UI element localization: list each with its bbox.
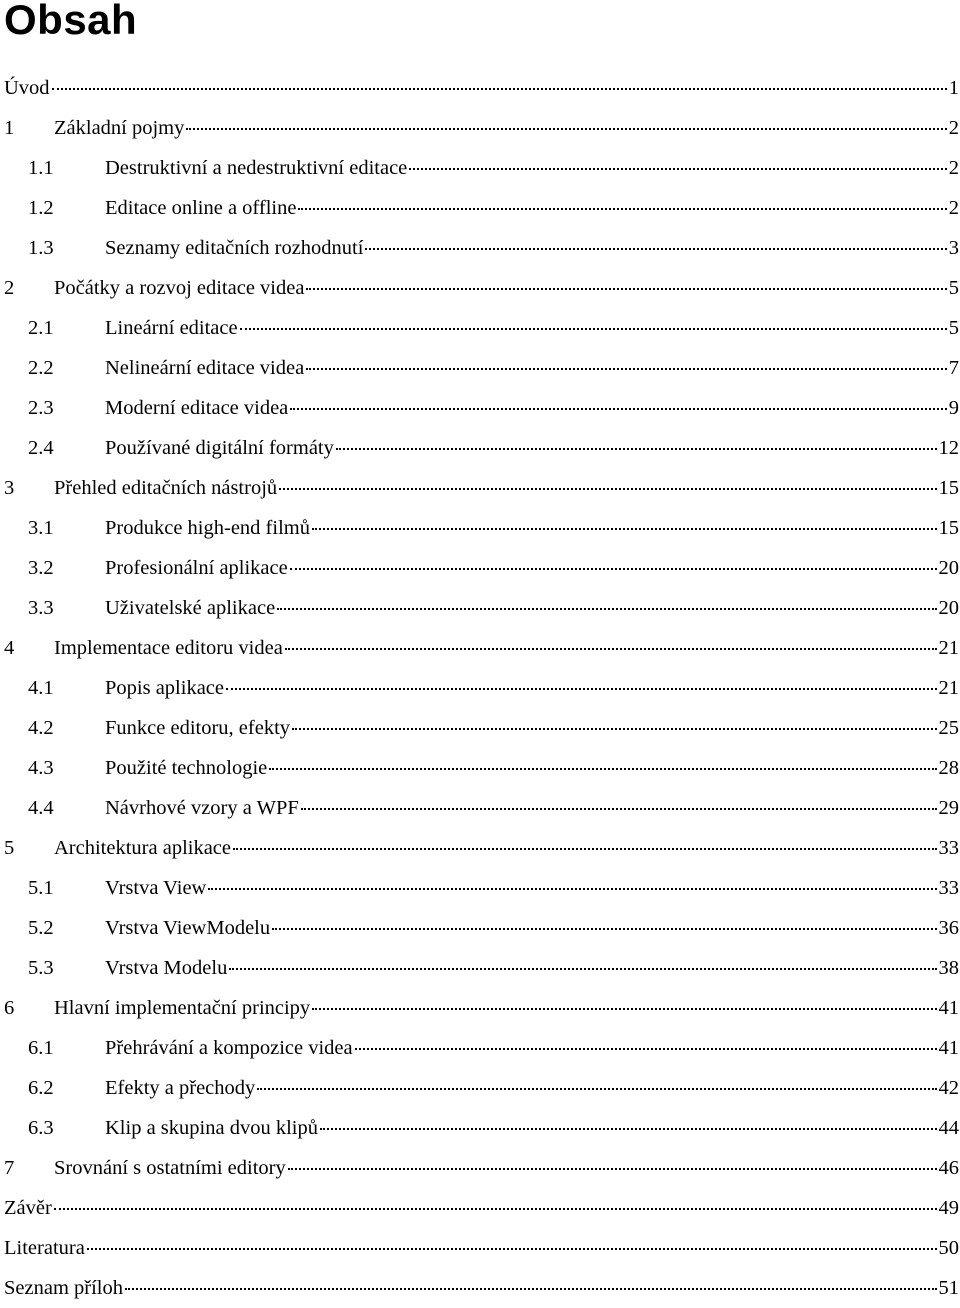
toc-dot-leader bbox=[226, 687, 937, 690]
toc-entry-label: Nelineární editace videa bbox=[105, 357, 305, 379]
toc-dot-leader bbox=[298, 207, 946, 210]
toc-dot-leader bbox=[52, 87, 947, 90]
toc-entry-page: 2 bbox=[948, 157, 959, 179]
toc-dot-leader bbox=[285, 647, 937, 650]
toc-entry-label: Vrstva ViewModelu bbox=[105, 917, 271, 939]
toc-entry-number: 3.1 bbox=[28, 517, 54, 539]
toc-entry-label: Základní pojmy bbox=[54, 117, 185, 139]
toc-entry-number: 6.1 bbox=[28, 1037, 54, 1059]
toc-entry-page: 20 bbox=[938, 597, 959, 619]
toc-entry-2-3[interactable] bbox=[4, 388, 959, 428]
toc-dot-leader bbox=[125, 1287, 937, 1290]
toc-entry-7[interactable] bbox=[4, 1148, 959, 1188]
toc-dot-leader bbox=[306, 287, 946, 290]
toc-dot-leader bbox=[312, 527, 937, 530]
toc-entry-4-2[interactable] bbox=[4, 708, 959, 748]
toc-entry-page: 15 bbox=[938, 517, 959, 539]
toc-entry-unnumbered[interactable] bbox=[4, 1228, 959, 1268]
toc-entry-1-3[interactable] bbox=[4, 228, 959, 268]
toc-entry-4-4[interactable] bbox=[4, 788, 959, 828]
toc-entry-page: 41 bbox=[938, 997, 959, 1019]
toc-entry-label: Funkce editoru, efekty bbox=[105, 717, 291, 739]
toc-entry-3-1[interactable] bbox=[4, 508, 959, 548]
toc-entry-page: 38 bbox=[938, 957, 959, 979]
toc-entry-page: 44 bbox=[938, 1117, 959, 1139]
toc-entry-number: 3.2 bbox=[28, 557, 54, 579]
toc-entry-page: 3 bbox=[948, 237, 959, 259]
toc-entry-1-1[interactable] bbox=[4, 148, 959, 188]
toc-dot-leader bbox=[365, 247, 946, 250]
toc-dot-leader bbox=[292, 727, 936, 730]
toc-entry-page: 2 bbox=[948, 117, 959, 139]
toc-entry-2-1[interactable] bbox=[4, 308, 959, 348]
toc-entry-label: Vrstva View bbox=[105, 877, 207, 899]
toc-entry-label: Editace online a offline bbox=[105, 197, 297, 219]
toc-entry-6-3[interactable] bbox=[4, 1108, 959, 1148]
toc-entry-5-2[interactable] bbox=[4, 908, 959, 948]
toc-entry-page: 5 bbox=[948, 317, 959, 339]
page-title: Obsah bbox=[4, 0, 138, 43]
toc-entry-label: Klip a skupina dvou klipů bbox=[105, 1117, 318, 1139]
toc-entry-page: 42 bbox=[938, 1077, 959, 1099]
toc-dot-leader bbox=[288, 1167, 937, 1170]
toc-entry-page: 29 bbox=[938, 797, 959, 819]
toc-entry-number: 4.2 bbox=[28, 717, 54, 739]
toc-entry-label: Produkce high-end filmů bbox=[105, 517, 310, 539]
toc-entry-label: Literatura bbox=[4, 1237, 85, 1259]
toc-entry-page: 49 bbox=[938, 1197, 959, 1219]
toc-entry-number: 2.4 bbox=[28, 437, 54, 459]
toc-dot-leader bbox=[240, 327, 947, 330]
toc-entry-4-3[interactable] bbox=[4, 748, 959, 788]
toc-entry-3-2[interactable] bbox=[4, 548, 959, 588]
toc-entry-number: 2 bbox=[4, 277, 15, 299]
toc-entry-page: 51 bbox=[938, 1277, 959, 1299]
toc-entry-5-3[interactable] bbox=[4, 948, 959, 988]
toc-entry-page: 28 bbox=[938, 757, 959, 779]
toc-dot-leader bbox=[233, 847, 936, 850]
toc-entry-label: Lineární editace bbox=[105, 317, 238, 339]
toc-entry-label: Použité technologie bbox=[105, 757, 268, 779]
toc-entry-page: 20 bbox=[938, 557, 959, 579]
toc-entry-page: 5 bbox=[948, 277, 959, 299]
toc-dot-leader bbox=[290, 407, 946, 410]
toc-dot-leader bbox=[336, 447, 937, 450]
toc-entry-4[interactable] bbox=[4, 628, 959, 668]
toc-entry-number: 1.2 bbox=[28, 197, 54, 219]
toc-entry-page: 50 bbox=[938, 1237, 959, 1259]
toc-entry-unnumbered[interactable] bbox=[4, 1188, 959, 1228]
toc-entry-number: 7 bbox=[4, 1157, 15, 1179]
toc-entry-3-3[interactable] bbox=[4, 588, 959, 628]
toc-entry-number: 6.3 bbox=[28, 1117, 54, 1139]
toc-dot-leader bbox=[290, 567, 937, 570]
toc-entry-1-2[interactable] bbox=[4, 188, 959, 228]
toc-dot-leader bbox=[269, 767, 936, 770]
toc-dot-leader bbox=[306, 367, 947, 370]
toc-entry-page: 9 bbox=[948, 397, 959, 419]
toc-dot-leader bbox=[277, 607, 936, 610]
toc-dot-leader bbox=[208, 887, 936, 890]
toc-entry-label: Srovnání s ostatními editory bbox=[54, 1157, 286, 1179]
toc-entry-number: 2.1 bbox=[28, 317, 54, 339]
toc-entry-label: Počátky a rozvoj editace videa bbox=[54, 277, 305, 299]
toc-dot-leader bbox=[87, 1247, 937, 1250]
toc-entry-page: 46 bbox=[938, 1157, 959, 1179]
toc-entry-number: 1.3 bbox=[28, 237, 54, 259]
toc-entry-page: 25 bbox=[938, 717, 959, 739]
toc-entry-number: 6 bbox=[4, 997, 15, 1019]
toc-entry-label: Seznamy editačních rozhodnutí bbox=[105, 237, 364, 259]
toc-entry-6-2[interactable] bbox=[4, 1068, 959, 1108]
toc-entry-label: Hlavní implementační principy bbox=[54, 997, 311, 1019]
toc-entry-page: 33 bbox=[938, 837, 959, 859]
toc-entry-unnumbered[interactable] bbox=[4, 68, 959, 108]
toc-entry-2-4[interactable] bbox=[4, 428, 959, 468]
toc-entry-page: 41 bbox=[938, 1037, 959, 1059]
toc-dot-leader bbox=[355, 1047, 937, 1050]
toc-dot-leader bbox=[54, 1207, 937, 1210]
toc-entry-page: 21 bbox=[938, 637, 959, 659]
toc-dot-leader bbox=[301, 807, 937, 810]
toc-dot-leader bbox=[409, 167, 946, 170]
toc-dot-leader bbox=[279, 487, 936, 490]
toc-entry-label: Návrhové vzory a WPF bbox=[105, 797, 299, 819]
toc-dot-leader bbox=[186, 127, 946, 130]
toc-dot-leader bbox=[229, 967, 936, 970]
toc-entry-number: 4.4 bbox=[28, 797, 54, 819]
toc-entry-label: Implementace editoru videa bbox=[54, 637, 283, 659]
toc-entry-2[interactable] bbox=[4, 268, 959, 308]
toc-entry-number: 1 bbox=[4, 117, 15, 139]
toc-entry-3[interactable] bbox=[4, 468, 959, 508]
toc-entry-number: 2.2 bbox=[28, 357, 54, 379]
toc-entry-number: 4.1 bbox=[28, 677, 54, 699]
toc-entry-number: 6.2 bbox=[28, 1077, 54, 1099]
toc-entry-unnumbered[interactable] bbox=[4, 1268, 959, 1308]
toc-entry-page: 33 bbox=[938, 877, 959, 899]
toc-entry-label: Profesionální aplikace bbox=[105, 557, 288, 579]
toc-entry-label: Uživatelské aplikace bbox=[105, 597, 276, 619]
toc-entry-label: Závěr bbox=[4, 1197, 52, 1219]
toc-entry-label: Úvod bbox=[4, 77, 50, 99]
toc-entry-label: Přehled editačních nástrojů bbox=[54, 477, 278, 499]
toc-entry-label: Používané digitální formáty bbox=[105, 437, 334, 459]
toc-entry-label: Seznam příloh bbox=[4, 1277, 123, 1299]
toc-entry-page: 15 bbox=[938, 477, 959, 499]
toc-entry-page: 36 bbox=[938, 917, 959, 939]
toc-entry-number: 5.1 bbox=[28, 877, 54, 899]
toc-entry-label: Moderní editace videa bbox=[105, 397, 289, 419]
toc-entry-number: 4.3 bbox=[28, 757, 54, 779]
toc-entry-label: Architektura aplikace bbox=[54, 837, 232, 859]
toc-entry-number: 3.3 bbox=[28, 597, 54, 619]
toc-entry-6-1[interactable] bbox=[4, 1028, 959, 1068]
toc-entry-number: 5.3 bbox=[28, 957, 54, 979]
toc-dot-leader bbox=[312, 1007, 936, 1010]
toc-entry-number: 4 bbox=[4, 637, 15, 659]
toc-entry-label: Přehrávání a kompozice videa bbox=[105, 1037, 353, 1059]
toc-entry-5[interactable] bbox=[4, 828, 959, 868]
toc-entry-label: Popis aplikace bbox=[105, 677, 224, 699]
toc-entry-number: 1.1 bbox=[28, 157, 54, 179]
toc-entry-label: Efekty a přechody bbox=[105, 1077, 256, 1099]
table-of-contents bbox=[4, 68, 959, 1308]
toc-entry-6[interactable] bbox=[4, 988, 959, 1028]
toc-entry-label: Destruktivní a nedestruktivní editace bbox=[105, 157, 408, 179]
toc-entry-number: 5 bbox=[4, 837, 15, 859]
toc-entry-page: 1 bbox=[948, 77, 959, 99]
toc-dot-leader bbox=[257, 1087, 936, 1090]
toc-entry-label: Vrstva Modelu bbox=[105, 957, 228, 979]
toc-entry-page: 2 bbox=[948, 197, 959, 219]
toc-entry-4-1[interactable] bbox=[4, 668, 959, 708]
toc-entry-number: 5.2 bbox=[28, 917, 54, 939]
toc-entry-2-2[interactable] bbox=[4, 348, 959, 388]
toc-dot-leader bbox=[272, 927, 936, 930]
toc-entry-page: 21 bbox=[938, 677, 959, 699]
toc-entry-number: 3 bbox=[4, 477, 15, 499]
toc-entry-1[interactable] bbox=[4, 108, 959, 148]
toc-entry-number: 2.3 bbox=[28, 397, 54, 419]
toc-entry-page: 12 bbox=[938, 437, 959, 459]
toc-entry-5-1[interactable] bbox=[4, 868, 959, 908]
toc-entry-page: 7 bbox=[948, 357, 959, 379]
toc-dot-leader bbox=[320, 1127, 937, 1130]
